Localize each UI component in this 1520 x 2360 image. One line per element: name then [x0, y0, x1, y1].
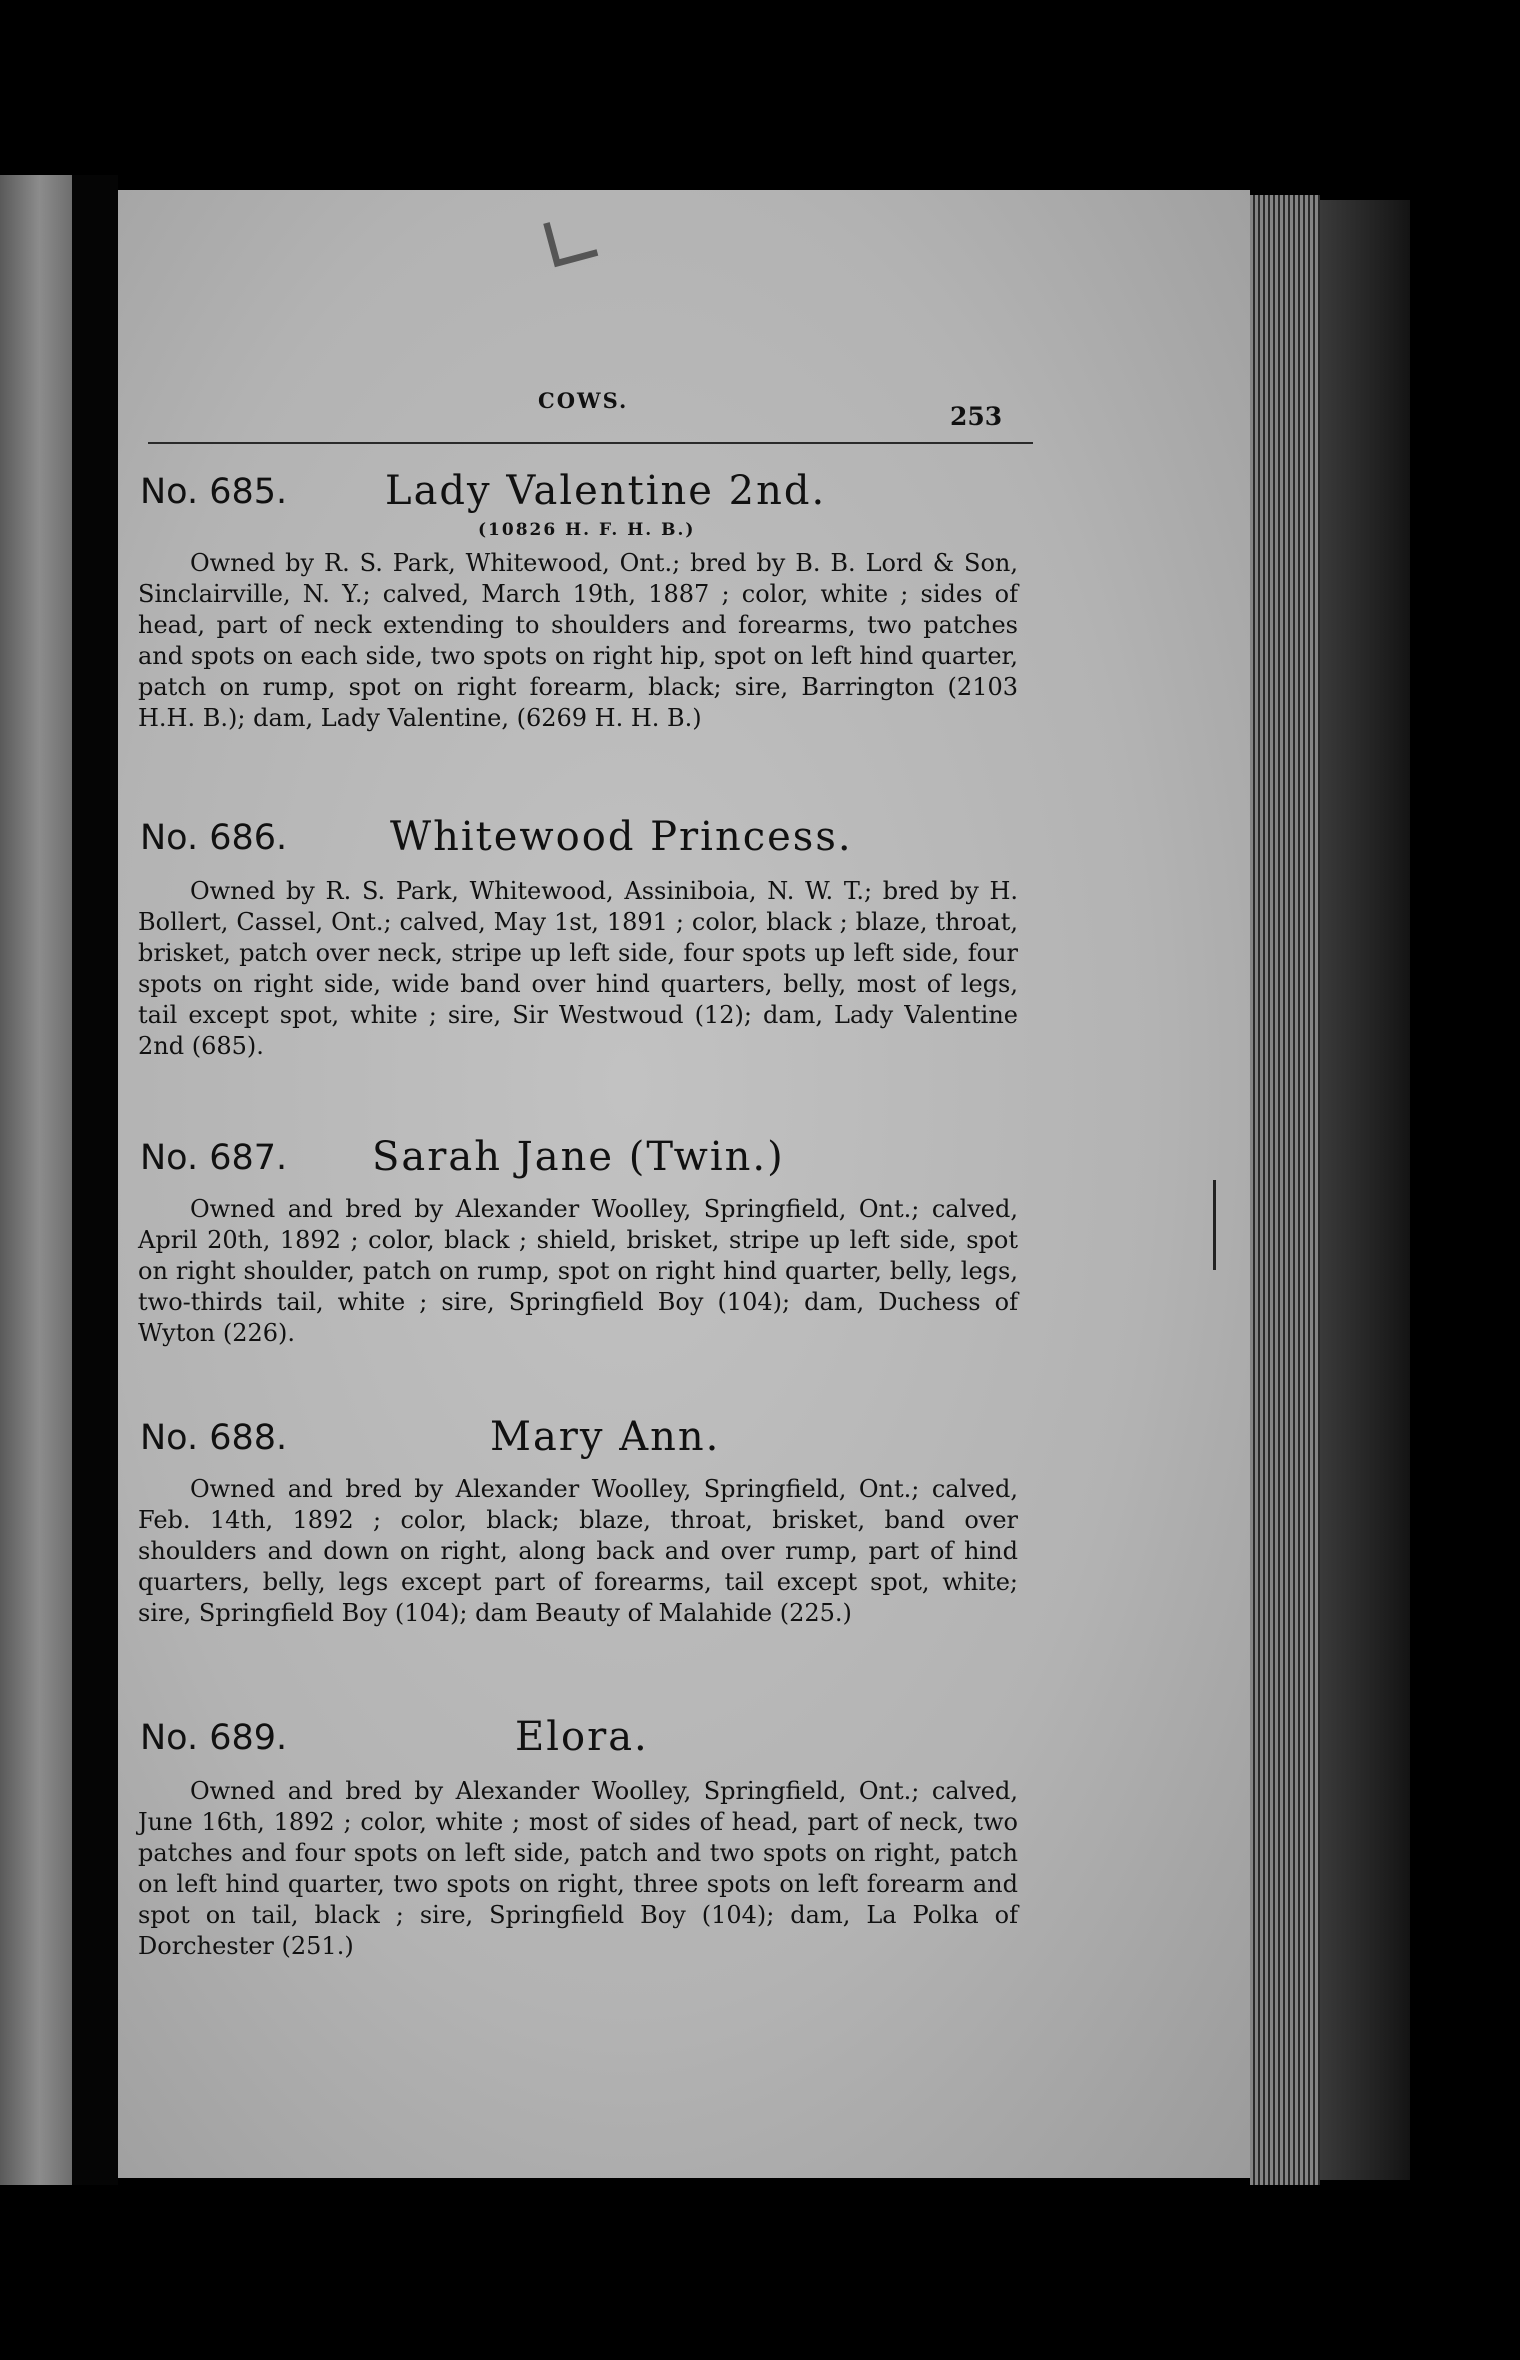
- entry-text-687: Owned and bred by Alexander Woolley, Springfield, Ont.; calved, April 20th, 1892 ; color, black ; shield, brisket, stripe up left side, spot on right shoulder, patch on rump, spot on right hind quarter, belly, legs, two-thirds tail, white ; sire, Springfield Boy (104); dam, Duchess of Wyton (226).: [138, 1195, 1018, 1347]
- entry-number: No. 688.: [140, 1418, 288, 1458]
- entry-text-686: Owned by R. S. Park, Whitewood, Assiniboia, N. W. T.; bred by H. Bollert, Cassel, Ont.; calved, May 1st, 1891 ; color, black ; blaze, throat, brisket, patch over neck, stripe up left side, four spots up left side, four spots on right side, wide band over hind quarters, belly, most of legs, tail except spot, white ; sire, Sir Westwoud (12); dam, Lady Valentine 2nd (685).: [138, 877, 1018, 1060]
- facing-page-edge: [0, 175, 72, 2185]
- herdbook-number: (10826 H. F. H. B.): [478, 520, 696, 540]
- entry-name: Whitewood Princess.: [390, 814, 853, 860]
- entry-heading-688: [140, 1414, 1040, 1468]
- entry-heading-687: [140, 1134, 1040, 1188]
- header-rule: [148, 442, 1033, 444]
- right-shadow: [1320, 200, 1410, 2180]
- entry-number: No. 685.: [140, 472, 288, 512]
- entry-name: Mary Ann.: [490, 1414, 721, 1460]
- entry-heading-689: [140, 1714, 1040, 1768]
- book-page: [118, 190, 1250, 2178]
- entry-name: Elora.: [515, 1714, 649, 1760]
- entry-number: No. 686.: [140, 818, 288, 858]
- entry-text-689: Owned and bred by Alexander Woolley, Springfield, Ont.; calved, June 16th, 1892 ; color, white ; most of sides of head, part of neck, two patches and four spots on left side, patch and two spots on right, patch on left hind quarter, two spots on right, three spots on left forearm and spot on tail, black ; sire, Springfield Boy (104); dam, La Polka of Dorchester (251.): [138, 1777, 1018, 1960]
- entry-text-685: Owned by R. S. Park, Whitewood, Ont.; bred by B. B. Lord & Son, Sinclairville, N. Y.; calved, March 19th, 1887 ; color, white ; sides of head, part of neck extending to shoulders and forearms, two patches and spots on each side, two spots on right hip, spot on left hind quarter, patch on rump, spot on right forearm, black; sire, Barrington (2103 H.H. B.); dam, Lady Valentine, (6269 H. H. B.): [138, 549, 1018, 732]
- entry-number: No. 689.: [140, 1718, 288, 1758]
- entry-heading-686: [140, 814, 1040, 868]
- page-number: 253: [950, 402, 1003, 431]
- page-stack-edges: [1250, 195, 1320, 2185]
- entry-number: No. 687.: [140, 1138, 288, 1178]
- pencil-mark: ∟: [527, 188, 616, 297]
- running-head: COWS.: [538, 388, 629, 413]
- entry-name: Sarah Jane (Twin.): [372, 1134, 785, 1180]
- entry-name: Lady Valentine 2nd.: [385, 468, 827, 514]
- entry-heading-685: [140, 468, 1040, 522]
- book-gutter: [72, 175, 118, 2185]
- margin-mark: [1213, 1180, 1216, 1270]
- entry-text-688: Owned and bred by Alexander Woolley, Springfield, Ont.; calved, Feb. 14th, 1892 ; color, black; blaze, throat, brisket, band over shoulders and down on right, along back and over rump, part of hind quarters, belly, legs except part of forearms, tail except spot, white; sire, Springfield Boy (104); dam Beauty of Malahide (225.): [138, 1475, 1018, 1627]
